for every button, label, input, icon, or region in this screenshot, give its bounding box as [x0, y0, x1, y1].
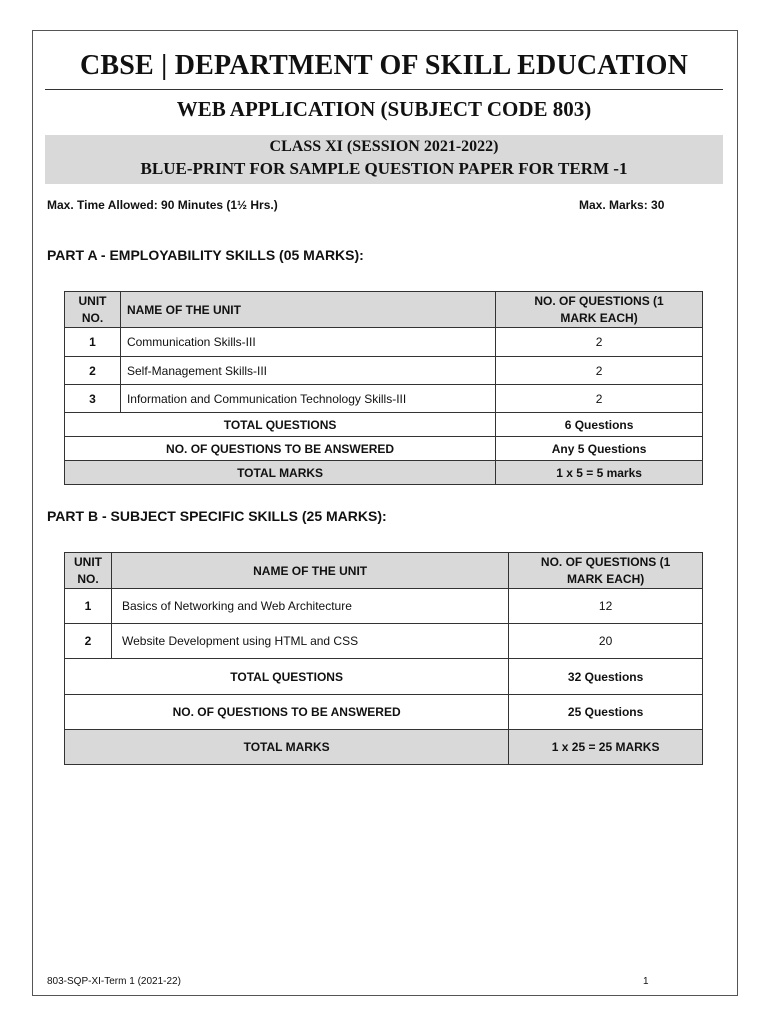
- col-unit-no: [65, 292, 121, 328]
- unit-questions: 2: [496, 328, 703, 357]
- to-answer-label: NO. OF QUESTIONS TO BE ANSWERED: [65, 437, 496, 461]
- total-marks-row: [65, 730, 703, 765]
- session-banner: [45, 135, 723, 184]
- unit-number: 2: [65, 624, 112, 659]
- class-session: CLASS XI (SESSION 2021-2022): [269, 138, 499, 155]
- unit-name: Self-Management Skills-III: [120, 357, 495, 385]
- col-unit-no: [65, 553, 112, 589]
- total-questions-value: 32 Questions: [509, 659, 703, 695]
- col-questions-label: NO. OF QUESTIONS (1 MARK EACH): [540, 554, 671, 586]
- unit-name: Basics of Networking and Web Architecture: [112, 589, 509, 624]
- col-questions: [496, 292, 703, 328]
- unit-questions: 2: [496, 385, 703, 413]
- blueprint-title: BLUE-PRINT FOR SAMPLE QUESTION PAPER FOR TERM -1: [140, 159, 628, 178]
- total-marks-label: TOTAL MARKS: [65, 730, 509, 765]
- total-questions-label: TOTAL QUESTIONS: [65, 413, 496, 437]
- table-row: [65, 385, 703, 413]
- unit-number: 2: [65, 357, 121, 385]
- part-b-heading: PART B - SUBJECT SPECIFIC SKILLS (25 MARKS):: [47, 508, 387, 524]
- table-header-row: [65, 292, 703, 328]
- col-questions-label: NO. OF QUESTIONS (1 MARK EACH): [534, 293, 664, 325]
- to-answer-row: [65, 437, 703, 461]
- table-row: [65, 357, 703, 385]
- table-row: [65, 589, 703, 624]
- col-unit-no-label: UNIT NO.: [78, 293, 107, 325]
- col-unit-name: NAME OF THE UNIT: [120, 292, 495, 328]
- col-questions: [509, 553, 703, 589]
- to-answer-value: Any 5 Questions: [496, 437, 703, 461]
- to-answer-row: [65, 695, 703, 730]
- unit-name: Information and Communication Technology Skills-III: [120, 385, 495, 413]
- unit-name: Website Development using HTML and CSS: [112, 624, 509, 659]
- table-row: [65, 624, 703, 659]
- unit-questions: 20: [509, 624, 703, 659]
- max-marks: Max. Marks: 30: [579, 198, 665, 212]
- total-marks-value: 1 x 25 = 25 MARKS: [509, 730, 703, 765]
- subject-title: WEB APPLICATION (SUBJECT CODE 803): [176, 97, 592, 121]
- total-questions-row: [65, 413, 703, 437]
- col-unit-no-label: UNIT NO.: [74, 554, 102, 586]
- unit-number: 1: [65, 589, 112, 624]
- col-unit-name: NAME OF THE UNIT: [112, 553, 509, 589]
- unit-name: Communication Skills-III: [120, 328, 495, 357]
- total-marks-row: [65, 461, 703, 485]
- footer-page-number: 1: [643, 976, 649, 987]
- unit-number: 1: [65, 328, 121, 357]
- table-row: [65, 328, 703, 357]
- part-a-table: [64, 291, 703, 485]
- part-b-table: [64, 552, 703, 765]
- unit-questions: 12: [509, 589, 703, 624]
- table-header-row: [65, 553, 703, 589]
- total-questions-value: 6 Questions: [496, 413, 703, 437]
- unit-questions: 2: [496, 357, 703, 385]
- to-answer-label: NO. OF QUESTIONS TO BE ANSWERED: [65, 695, 509, 730]
- part-a-heading: PART A - EMPLOYABILITY SKILLS (05 MARKS):: [47, 247, 364, 263]
- footer-doc-code: 803-SQP-XI-Term 1 (2021-22): [47, 976, 181, 987]
- unit-number: 3: [65, 385, 121, 413]
- total-marks-label: TOTAL MARKS: [65, 461, 496, 485]
- page-title: CBSE | DEPARTMENT OF SKILL EDUCATION: [79, 50, 688, 81]
- total-questions-label: TOTAL QUESTIONS: [65, 659, 509, 695]
- total-marks-value: 1 x 5 = 5 marks: [496, 461, 703, 485]
- max-time: Max. Time Allowed: 90 Minutes (1½ Hrs.): [47, 198, 278, 212]
- title-underline: [45, 89, 723, 90]
- total-questions-row: [65, 659, 703, 695]
- to-answer-value: 25 Questions: [509, 695, 703, 730]
